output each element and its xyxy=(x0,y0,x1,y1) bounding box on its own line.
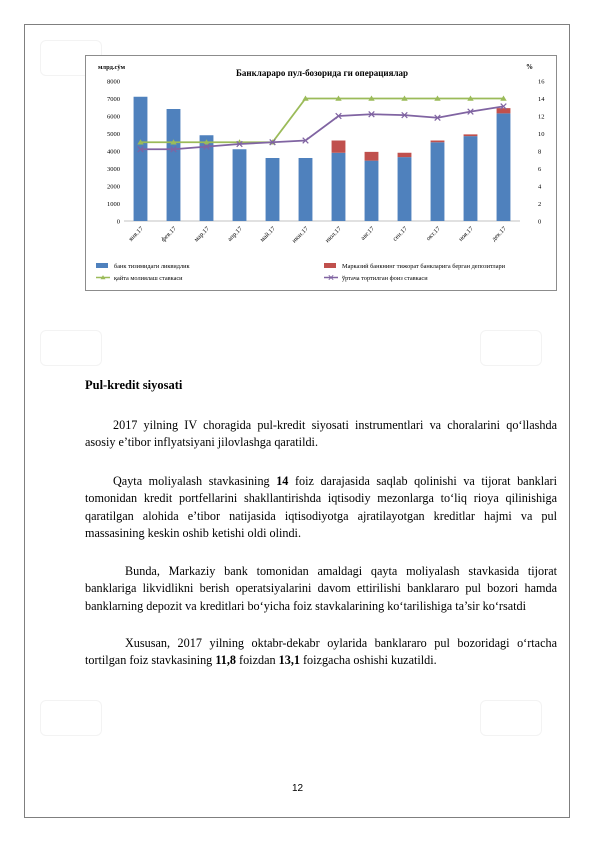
x-tick-label: дек.17 xyxy=(490,225,508,243)
rate-from-value: 11,8 xyxy=(215,653,236,668)
x-tick-label: сен.17 xyxy=(391,225,409,243)
deposit-bar xyxy=(398,153,412,157)
liquidity-bar xyxy=(332,153,346,221)
paragraph-1-text: 2017 yilning IV choragida pul-kredit siyosati instrumentlari va choralarini qo‘llashda asosiy e’tibor inflyatsiyani jilovlashga qaratildi. xyxy=(85,418,557,450)
liquidity-bar xyxy=(233,149,247,221)
y-left-tick-label: 0 xyxy=(116,218,120,226)
deposit-bar xyxy=(365,152,379,161)
liquidity-bar xyxy=(167,109,181,221)
interbank-chart xyxy=(86,56,558,292)
watermark-box xyxy=(480,330,542,366)
liquidity-bar xyxy=(398,157,412,221)
x-tick-label: июн.17 xyxy=(290,225,310,245)
liquidity-bar xyxy=(497,113,511,221)
y-right-tick-label: 8 xyxy=(538,148,542,156)
watermark-box xyxy=(40,700,102,736)
deposit-bar xyxy=(497,108,511,113)
liquidity-bar xyxy=(266,158,280,221)
x-tick-label: окт.17 xyxy=(425,225,442,243)
paragraph-1 xyxy=(85,417,557,452)
paragraph-2 xyxy=(85,473,557,542)
y-right-tick-label: 4 xyxy=(538,183,542,191)
paragraph-2-text-a: Qayta moliyalash stavkasining xyxy=(113,474,277,488)
liquidity-bar xyxy=(134,97,148,221)
y-left-tick-label: 6000 xyxy=(107,113,120,121)
chart-container xyxy=(85,55,557,291)
paragraph-3-text: Bunda, Markaziy bank tomonidan amaldagi qayta moliyalash stavkasida tijorat banklariga likvidlikni berish operatsiyalarini davom ettirilishi banklararo pul bozori hamda banklarning depozit va kreditlari bo‘yicha foiz stavkalarining ko‘tarilishiga ta’sir ko‘rsatdi xyxy=(85,564,557,613)
legend-label: қайта молиялаш ставкаси xyxy=(114,275,183,282)
deposit-bar xyxy=(332,141,346,153)
x-tick-label: апр.17 xyxy=(226,225,244,243)
liquidity-bar xyxy=(431,142,445,221)
liquidity-bar xyxy=(299,158,313,221)
deposit-bar xyxy=(464,134,478,136)
deposit-bar xyxy=(431,141,445,143)
liquidity-bar xyxy=(200,135,214,221)
y-left-tick-label: 8000 xyxy=(107,78,120,86)
y-axis-right-label: % xyxy=(526,63,533,71)
legend-swatch xyxy=(96,263,108,268)
watermark-box xyxy=(40,330,102,366)
y-right-tick-label: 14 xyxy=(538,96,545,103)
y-axis-left-label: млрд.сўм xyxy=(98,64,126,71)
y-right-tick-label: 2 xyxy=(538,201,542,208)
x-tick-label: мар.17 xyxy=(192,225,211,244)
chart-title: Банклараро пул-бозорида ги операциялар xyxy=(235,68,409,78)
paragraph-2-text-c: foiz darajasida saqlab qolinishi va tijorat banklari tomonidan kredit portfellarini shakllantirishda iqtisodiy mezonlarga to‘liq rioya qilinishiga qaratilgan alohida e’tibor natijasida iqtisodiyotga ajratilayotgan kreditlar hajmi va pul massasining keskin oshib ketishi oldi olindi. xyxy=(85,474,558,540)
y-right-tick-label: 10 xyxy=(538,131,545,138)
legend-label: Марказий банкнинг тижорат банкларига берган депозитлари xyxy=(342,263,506,270)
x-tick-label: июл.17 xyxy=(324,225,343,245)
y-left-tick-label: 1000 xyxy=(107,201,120,208)
x-tick-label: авг.17 xyxy=(359,225,376,242)
x-tick-label: май.17 xyxy=(258,225,277,244)
page-number: 12 xyxy=(291,783,304,794)
y-right-tick-label: 6 xyxy=(538,166,542,173)
y-left-tick-label: 4000 xyxy=(107,148,120,156)
y-left-tick-label: 5000 xyxy=(107,131,120,138)
liquidity-bar xyxy=(464,136,478,221)
refinancing-rate-line xyxy=(141,99,504,143)
x-tick-label: фев.17 xyxy=(160,225,178,244)
y-left-tick-label: 3000 xyxy=(107,166,120,173)
paragraph-3 xyxy=(85,563,557,615)
x-tick-label: янв.17 xyxy=(127,225,145,243)
y-right-tick-label: 16 xyxy=(538,78,545,86)
paragraph-4 xyxy=(85,635,557,670)
y-left-tick-label: 7000 xyxy=(107,96,120,103)
y-right-tick-label: 12 xyxy=(538,113,545,121)
watermark-box xyxy=(480,700,542,736)
x-tick-label: ноя.17 xyxy=(457,225,475,243)
paragraph-4-text-c: foizdan xyxy=(235,653,279,668)
legend-swatch xyxy=(324,263,336,268)
legend-label: ўртача тортилган фоиз ставкаси xyxy=(342,275,428,282)
y-left-tick-label: 2000 xyxy=(107,183,120,191)
rate-to-value: 13,1 xyxy=(278,653,300,668)
y-right-tick-label: 0 xyxy=(538,218,542,226)
paragraph-4-text-a: Xususan, 2017 yilning oktabr-dekabr oylarida banklararo pul bozoridagi o‘rtacha tortilgan foiz stavkasining xyxy=(85,636,557,668)
refinance-rate-value: 14 xyxy=(276,474,289,488)
liquidity-bar xyxy=(365,161,379,221)
paragraph-4-text-e: foizgacha oshishi kuzatildi. xyxy=(299,653,437,668)
section-title: Pul-kredit siyosati xyxy=(85,378,183,392)
legend-label: банк тизимидаги ликвидлик xyxy=(114,263,190,270)
